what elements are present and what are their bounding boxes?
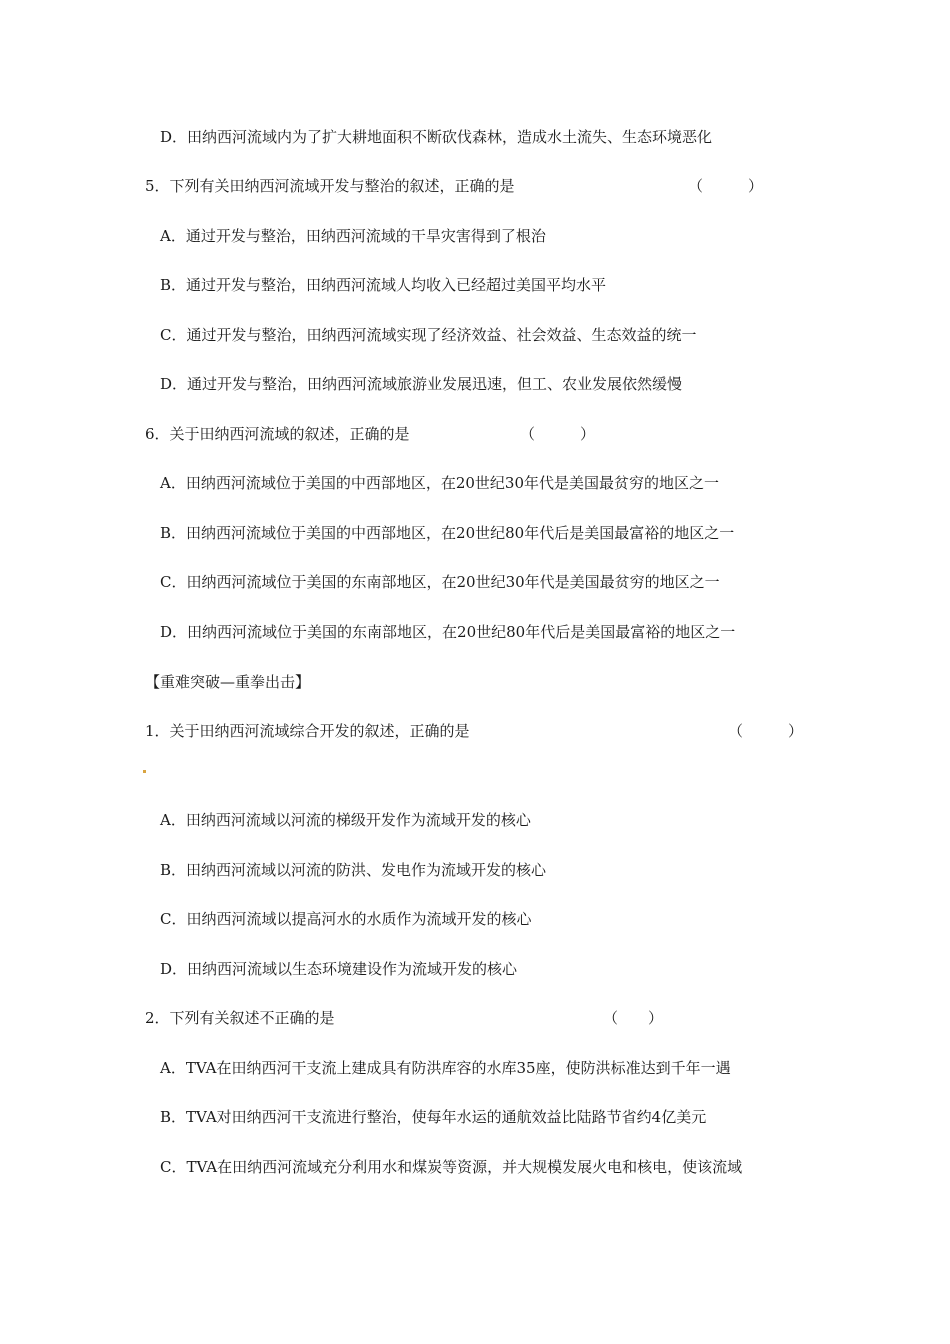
option-d-prev: D．田纳西河流域内为了扩大耕地面积不断砍伐森林，造成水土流失、生态环境恶化 [160,128,713,146]
q5-option-b: B．通过开发与整治，田纳西河流域人均收入已经超过美国平均水平 [160,276,607,294]
section-heading: 【重难突破—重拳出击】 [145,673,311,691]
s2-option-c: C．TVA在田纳西河流域充分利用水和煤炭等资源，并大规模发展火电和核电，使该流域 [160,1158,743,1176]
q6-option-c: C．田纳西河流域位于美国的东南部地区，在20世纪30年代是美国最贫穷的地区之一 [160,573,720,591]
question-5: 5．下列有关田纳西河流域开发与整治的叙述，正确的是 [145,177,515,195]
answer-blank-q6: （ ） [520,425,596,443]
answer-blank-s1: （ ） [728,722,804,740]
q6-option-d: D．田纳西河流域位于美国的东南部地区，在20世纪80年代后是美国最富裕的地区之一 [160,623,736,641]
q6-option-b: B．田纳西河流域位于美国的中西部地区，在20世纪80年代后是美国最富裕的地区之一 [160,524,735,542]
q5-option-d: D．通过开发与整治，田纳西河流域旅游业发展迅速，但工、农业发展依然缓慢 [160,375,683,393]
section-question-1: 1．关于田纳西河流域综合开发的叙述，正确的是 [145,722,470,740]
s1-option-c: C．田纳西河流域以提高河水的水质作为流域开发的核心 [160,910,532,928]
question-6: 6．关于田纳西河流域的叙述，正确的是 [145,425,410,443]
q5-option-c: C．通过开发与整治，田纳西河流域实现了经济效益、社会效益、生态效益的统一 [160,326,697,344]
s2-option-a: A．TVA在田纳西河干支流上建成具有防洪库容的水库35座，使防洪标准达到千年一遇 [160,1059,731,1077]
answer-blank-s2: （ ） [603,1009,664,1027]
answer-blank-q5: （ ） [688,177,764,195]
s1-option-a: A．田纳西河流域以河流的梯级开发作为流域开发的核心 [160,811,531,829]
q5-option-a: A．通过开发与整治，田纳西河流域的干旱灾害得到了根治 [160,227,546,245]
stray-mark [143,770,146,773]
q6-option-a: A．田纳西河流域位于美国的中西部地区，在20世纪30年代是美国最贫穷的地区之一 [160,474,720,492]
s2-option-b: B．TVA对田纳西河干支流进行整治，使每年水运的通航效益比陆路节省约4亿美元 [160,1108,707,1126]
s1-option-d: D．田纳西河流域以生态环境建设作为流域开发的核心 [160,960,518,978]
s1-option-b: B．田纳西河流域以河流的防洪、发电作为流域开发的核心 [160,861,547,879]
section-question-2: 2．下列有关叙述不正确的是 [145,1009,335,1027]
